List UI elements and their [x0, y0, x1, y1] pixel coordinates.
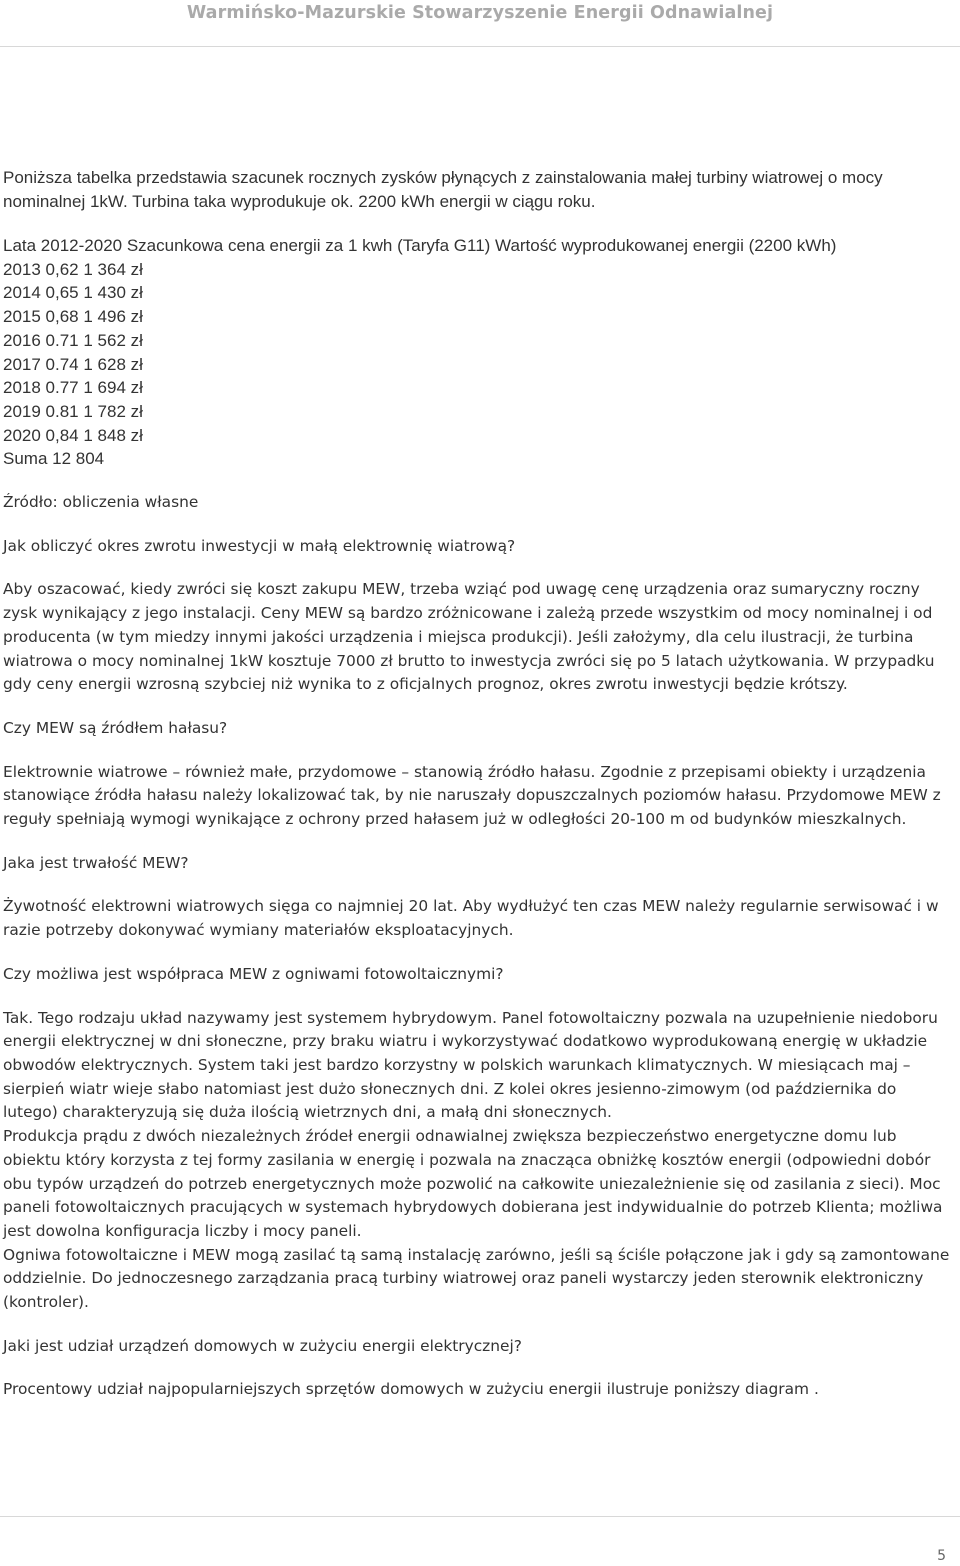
table-row: 2015 0,68 1 496 zł — [3, 307, 143, 327]
table-row: 2013 0,62 1 364 zł — [3, 259, 143, 279]
answer-appliances: Procentowy udział najpopularniejszych sprzętów domowych w zużyciu energii ilustruje poniższy diagram . — [3, 1380, 819, 1399]
table-sum-row: Suma 12 804 — [3, 449, 105, 469]
page-number: 5 — [937, 1548, 946, 1564]
question-durability: Jaka jest trwałość MEW? — [3, 853, 189, 872]
header-title: Warmińsko-Mazurskie Stowarzyszenie Energii Odnawialnej — [186, 3, 774, 23]
answer-photovoltaic-part-2: Produkcja prądu z dwóch niezależnych źródeł energii odnawialnej zwiększa bezpieczeństwo energetyczne domu lub obiektu który korzysta z tej formy zasilania w energię i pozwala na znacząca obniżkę kosztów energii (odpowiedni dobór obu typów urządzeń do potrzeb energetycznych może pozwolić na całkowite uniezależnienie się od zasilania z sieci). Moc paneli fotowoltaicznych pracujących w systemach hybrydowych dobierana jest indywidualnie do potrzeb Klienta; możliwa jest dowolna konfiguracja liczby i mocy paneli. — [3, 1127, 943, 1240]
answer-photovoltaic-part-1: Tak. Tego rodzaju układ nazywamy jest systemem hybrydowym. Panel fotowoltaiczny pozwala na uzupełnienie niedoboru energii elektrycznej w dni słoneczne, przy braku wiatru i wykorzystywać dodatkowo wyprodukowaną energię w układzie obwodów elektrycznych. System taki jest bardzo korzystny w polskich warunkach klimatycznych. W miesiącach maj – sierpień wiatr wieje słabo natomiast jest dużo słonecznych dni. Z kolei okres jesienno-zimowym (od października do lutego) charakteryzują się duża ilością wietrznych dni, a małą dni słonecznych. — [3, 1008, 938, 1122]
question-payback: Jak obliczyć okres zwrotu inwestycji w małą elektrownię wiatrową? — [3, 536, 516, 555]
answer-durability: Żywotność elektrowni wiatrowych sięga co najmniej 20 lat. Aby wydłużyć ten czas MEW należy regularnie serwisować i w razie potrzeby dokonywać wymiany materiałów eksploatacyjnych. — [3, 897, 939, 940]
page-header — [0, 0, 960, 46]
question-appliances: Jaki jest udział urządzeń domowych w zużyciu energii elektrycznej? — [3, 1336, 522, 1355]
energy-table — [3, 234, 955, 471]
intro-paragraph: Poniższa tabelka przedstawia szacunek rocznych zysków płynących z zainstalowania małej turbiny wiatrowej o mocy nominalnej 1kW. Turbina taka wyprodukuje ok. 2200 kWh energii w ciągu roku. — [3, 168, 883, 211]
answer-noise: Elektrownie wiatrowe – również małe, przydomowe – stanowią źródło hałasu. Zgodnie z przepisami obiekty i urządzenia stanowiące źródła hałasu należy lokalizować tak, by nie naruszały dopuszczalnych poziomów hałasu. Przydomowe MEW z reguły spełniają wymogi wynikające z ochrony przed hałasem już w odległości 20-100 m od budynków mieszkalnych. — [3, 762, 941, 829]
question-photovoltaic: Czy możliwa jest współpraca MEW z ogniwami fotowoltaicznymi? — [3, 964, 504, 983]
table-row: 2017 0.74 1 628 zł — [3, 354, 143, 374]
footer-divider — [0, 1516, 960, 1517]
table-row: 2020 0,84 1 848 zł — [3, 425, 143, 445]
table-header-row: Lata 2012-2020 Szacunkowa cena energii za 1 kwh (Taryfa G11) Wartość wyprodukowanej energii (2200 kWh) — [3, 236, 837, 255]
source-note: Źródło: obliczenia własne — [3, 493, 199, 512]
table-row: 2016 0.71 1 562 zł — [3, 330, 143, 350]
table-row: 2018 0.77 1 694 zł — [3, 378, 143, 398]
answer-photovoltaic-part-3: Ogniwa fotowoltaiczne i MEW mogą zasilać tą samą instalację zarówno, jeśli są ściśle połączone jak i gdy są zamontowane oddzielnie. Do jednoczesnego zarządzania pracą turbiny wiatrowej oraz paneli wystarczy jeden sterownik elektroniczny (kontroler). — [3, 1245, 950, 1312]
question-noise: Czy MEW są źródłem hałasu? — [3, 718, 228, 737]
table-row: 2019 0.81 1 782 zł — [3, 401, 143, 421]
answer-payback: Aby oszacować, kiedy zwróci się koszt zakupu MEW, trzeba wziąć pod uwagę cenę urządzenia oraz sumaryczny roczny zysk wynikający z jego instalacji. Ceny MEW są bardzo zróżnicowane i zależą przede wszystkim od mocy nominalnej i od producenta (w tym miedzy innymi jakości urządzenia i miejsca produkcji). Jeśli założymy, dla celu ilustracji, że turbina wiatrowa o mocy nominalnej 1kW kosztuje 7000 zł brutto to inwestycja zwróci się po 5 latach użytkowania. W przypadku gdy ceny energii wzrosną szybciej niż wynika to z oficjalnych prognoz, okres zwrotu inwestycji będzie krótszy. — [3, 580, 935, 694]
header-divider — [0, 46, 960, 47]
table-row: 2014 0,65 1 430 zł — [3, 283, 143, 303]
document-body — [3, 166, 955, 1402]
